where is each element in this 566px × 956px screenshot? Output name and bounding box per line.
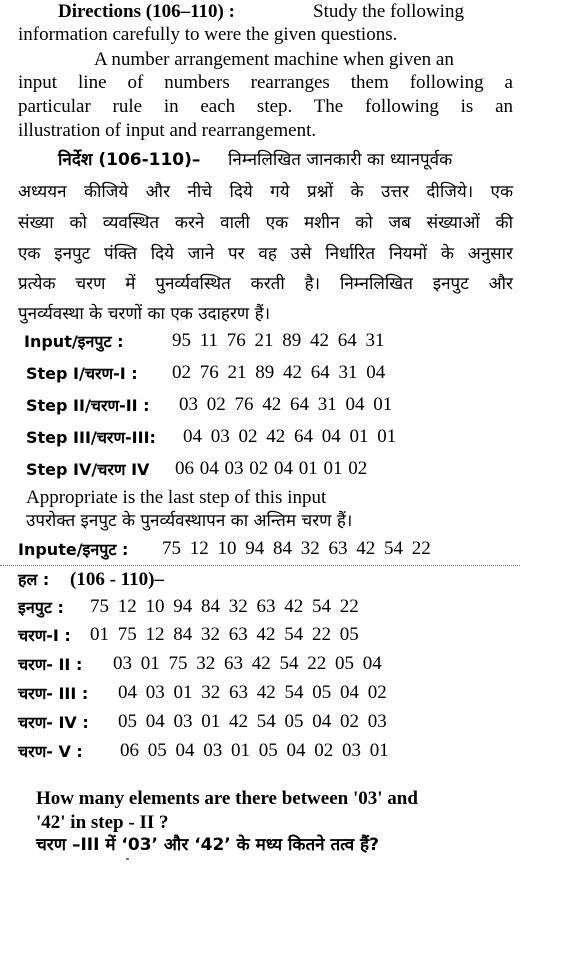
example-note-hi: उपरोक्त इनपुट के पुनर्व्यवस्थापन का अन्तिम चरण हैं।: [26, 511, 353, 531]
solution-row-step1-values: 01 75 12 84 32 63 42 54 22 05: [90, 624, 359, 645]
example-note-en: Appropriate is the last step of this input: [26, 487, 327, 508]
example-input-label: Input/इनपुट :: [24, 332, 124, 351]
hindi-directions-heading: निर्देश (106-110)–: [58, 150, 201, 170]
hindi-directions-line2: अध्ययन कीजिये और नीचे दिये गये प्रश्नों के उत्तर दीजिये। एक: [18, 182, 513, 202]
solution-row-step5-values: 06 05 04 03 01 05 04 02 03 01: [120, 740, 389, 761]
solution-row-step4-label: चरण- IV :: [18, 713, 89, 732]
solution-row-step2-label: चरण- II :: [18, 655, 83, 674]
hindi-directions-line1: निम्नलिखित जानकारी का ध्यानपूर्वक: [228, 150, 453, 170]
directions-line1: Study the following: [313, 1, 464, 22]
example-step3-values: 04 03 02 42 64 04 01 01: [183, 426, 397, 447]
solution-row-step2-values: 03 01 75 32 63 42 54 22 05 04: [113, 653, 382, 674]
example-step1-values: 02 76 21 89 42 64 31 04: [172, 362, 386, 383]
example-step2-label: Step II/चरण-II :: [26, 396, 150, 415]
question-input-label: Inpute/इनपुट :: [18, 540, 129, 559]
example-step2-values: 03 02 76 42 64 31 04 01: [179, 394, 393, 415]
question-hi: चरण –III में ‘03’ और ‘42’ के मध्य कितने तत्व हैं?: [36, 835, 379, 855]
solution-row-step3-values: 04 03 01 32 63 42 54 05 04 02: [118, 682, 387, 703]
solution-row-input-label: इनपुट :: [18, 598, 64, 617]
solution-heading-range: (106 - 110)–: [70, 569, 164, 590]
directions-para-3: particular rule in each step. The following is an: [18, 96, 513, 117]
directions-line2: information carefully to were the given questions.: [18, 24, 398, 45]
directions-heading: Directions (106–110) :: [58, 1, 235, 22]
example-step4-values: 06 04 03 02 04 01 01 02: [175, 458, 368, 479]
directions-para-4: illustration of input and rearrangement.: [18, 120, 317, 141]
solution-row-step1-label: चरण-I :: [18, 626, 71, 645]
solution-row-step3-label: चरण- III :: [18, 684, 89, 703]
directions-para-1: A number arrangement machine when given an: [94, 49, 454, 70]
solution-row-input-values: 75 12 10 94 84 32 63 42 54 22: [90, 596, 359, 617]
question-en-line1: How many elements are there between '03' and: [36, 788, 418, 809]
solution-row-step4-values: 05 04 03 01 42 54 05 04 02 03: [118, 711, 387, 732]
question-input-values: 75 12 10 94 84 32 63 42 54 22: [162, 538, 431, 559]
example-input-values: 95 11 76 21 89 42 64 31: [172, 330, 385, 351]
directions-para-2: input line of numbers rearranges them following a: [18, 72, 513, 93]
example-step3-label: Step III/चरण-III:: [26, 428, 156, 447]
section-divider: [0, 565, 520, 566]
example-step1-label: Step I/चरण-I :: [26, 364, 138, 383]
hindi-directions-line5: प्रत्येक चरण में पुनर्व्यवस्थित करती है। निम्नलिखित इनपुट और: [18, 274, 513, 294]
question-en-line2: '42' in step - II ?: [36, 812, 169, 833]
solution-heading: हल :: [18, 570, 50, 589]
hindi-directions-line6: पुनर्व्यवस्था के चरणों का एक उदाहरण हैं।: [18, 304, 271, 324]
example-step4-label: Step IV/चरण IV: [26, 460, 150, 479]
hindi-directions-line3: संख्या को व्यवस्थित करने वाली एक मशीन को जब संख्याओं की: [18, 213, 513, 233]
solution-row-step5-label: चरण- V :: [18, 742, 83, 761]
stray-mark: [126, 858, 129, 860]
hindi-directions-line4: एक इनपुट पंक्ति दिये जाने पर वह उसे निर्धारित नियमों के अनुसार: [18, 244, 513, 264]
